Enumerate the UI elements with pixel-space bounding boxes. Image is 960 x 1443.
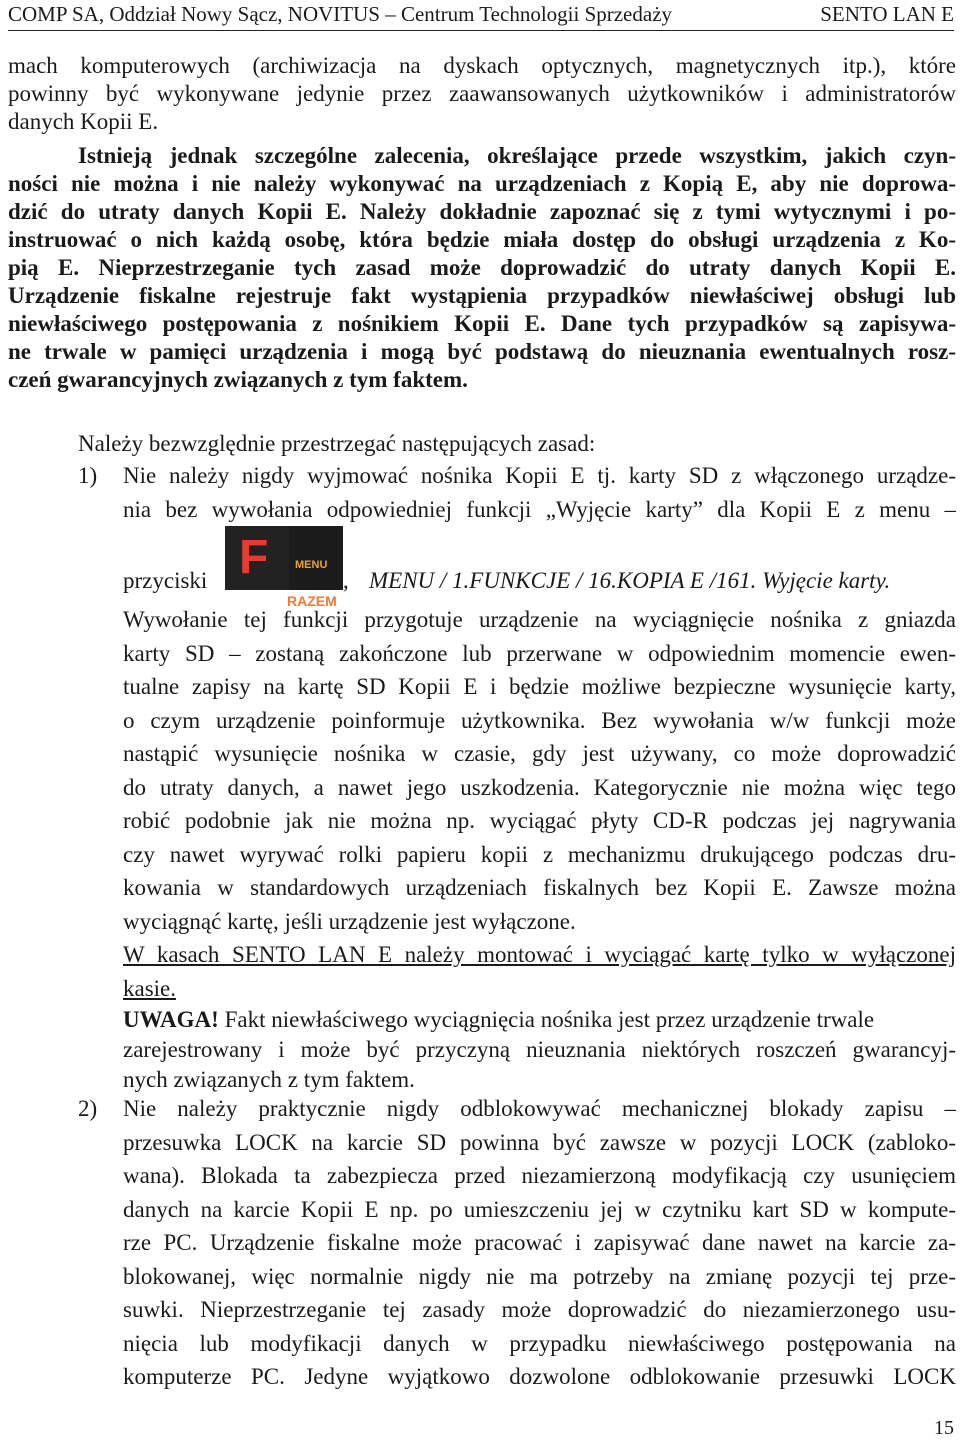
header-left: COMP SA, Oddział Nowy Sącz, NOVITUS – Centrum Technologii Sprzedaży (8, 2, 673, 26)
list-number-1: 1) (78, 463, 98, 488)
przyciski-label: przyciski (123, 568, 208, 593)
paragraph-1 (8, 52, 956, 136)
text-line: danych Kopii E. (8, 109, 159, 134)
text-line: Wywołanie tej funkcji przygotuje urządzenie na wyciągnięcie nośnika z gniazda (123, 607, 956, 632)
list-item-1 (123, 459, 956, 526)
rules-intro: Należy bezwzględnie przestrzegać następujących zasad: (78, 431, 596, 456)
text-line: tualne zapisy na kartę SD Kopii E i będzie możliwe bezpieczne wysunięcie karty, (123, 674, 956, 699)
text-line: czy nawet wyrywać rolki papieru kopii z mechanizmu drukującego podczas dru- (123, 841, 956, 867)
text-line: mach komputerowych (archiwizacja na dyskach optycznych, magnetycznych itp.), które (8, 53, 956, 78)
text-line: przesuwka LOCK na karcie SD powinna być zawsze w pozycji LOCK (zabloko- (123, 1129, 956, 1155)
text-line: nięcia lub modyfikacji danych w przypadku niewłaściwego postępowania na (123, 1330, 956, 1356)
paragraph-2 (8, 142, 956, 394)
text-line: nia bez wywołania odpowiedniej funkcji „Wyjęcie karty” dla Kopii E z menu – (123, 496, 956, 522)
text-line: Nie należy praktycznie nigdy odblokowywać mechanicznej blokady zapisu – (123, 1096, 956, 1121)
list-number-2: 2) (78, 1096, 98, 1121)
header-right: SENTO LAN E (820, 2, 954, 26)
text-line: ności nie można i nie należy wykonywać na urządzeniach z Kopią E, aby nie doprowa- (8, 171, 956, 196)
page-number: 15 (934, 1417, 954, 1439)
key-instruction-line (123, 526, 956, 609)
text-line: Istnieją jednak szczególne zalecenia, określające przede wszystkim, jakich czyn- (78, 143, 956, 168)
text-line: kowania w standardowych urządzeniach fiskalnych bez Kopii E. Zawsze można (123, 875, 956, 900)
text-line: ne trwale w pamięci urządzenia i mogą być podstawą do nieuznania ewentualnych rosz- (8, 339, 956, 364)
warning-label: UWAGA! (123, 1007, 219, 1032)
text-line: karty SD – zostaną zakończone lub przerwane w odpowiednim momencie ewen- (123, 640, 956, 666)
text-line: do utraty danych, a nawet jego uszkodzenia. Kategorycznie nie można więc tego (123, 774, 956, 800)
text-line: suwki. Nieprzestrzeganie tej zasady może doprowadzić do niezamierzonego usu- (123, 1297, 956, 1322)
text-line: niewłaściwego postępowania z nośnikiem Kopii E. Dane tych przypadków są zapisywa- (8, 311, 956, 336)
text-line: powinny być wykonywane jedynie przez zaawansowanych użytkowników i administratorów (8, 81, 956, 106)
text-line: dzić do utraty danych Kopii E. Należy dokładnie zapoznać się z tymi wytycznymi i po- (8, 199, 956, 224)
text-line: komputerze PC. Jedyne wyjątkowo dozwolone odblokowanie przesuwki LOCK (123, 1364, 956, 1389)
text-line: Nie należy nigdy wyjmować nośnika Kopii E tj. karty SD z włączonego urządze- (123, 463, 956, 488)
text-line: rze PC. Urządzenie fiskalne może pracować i zapisywać dane nawet na karcie za- (123, 1230, 956, 1255)
text-line: instruować o nich każdą osobę, która będzie miała dostęp do obsługi urządzenia z Ko- (8, 227, 956, 252)
f-menu-key-icon: F MENU RAZEM (225, 526, 343, 590)
text-line: blokowanej, więc normalnie nigdy nie ma potrzeby na zmianę pozycji tej prze- (123, 1263, 956, 1289)
text-line: czeń gwarancyjnych związanych z tym faktem. (8, 367, 468, 392)
page-header (8, 0, 954, 31)
text-line: danych na karcie Kopii E np. po umieszczeniu jej w czytniku kart SD w kompute- (123, 1196, 956, 1222)
comma: , (343, 568, 349, 593)
text-line: zarejestrowany i może być przyczyną nieuznania niektórych roszczeń gwarancyj- (123, 1037, 956, 1062)
underlined-line: W kasach SENTO LAN E należy montować i wyciągać kartę tylko w wyłączonej (123, 942, 956, 967)
underlined-line: kasie. (123, 975, 177, 1001)
list-item-1-body (123, 603, 956, 1095)
menu-path: MENU / 1.FUNKCJE / 16.KOPIA E /161. Wyjęcie karty. (369, 568, 891, 593)
text-line: wana). Blokada ta zabezpiecza przed niezamierzoną modyfikacją czy usunięciem (123, 1163, 956, 1188)
list-item-2 (123, 1092, 956, 1394)
warning-line: UWAGA! Fakt niewłaściwego wyciągnięcia nośnika jest przez urządzenie trwale (123, 1007, 875, 1032)
text-line: pią E. Nieprzestrzeganie tych zasad może doprowadzić do utraty danych Kopii E. (8, 255, 956, 280)
text-line: nych związanych z tym faktem. (123, 1067, 415, 1092)
text-line: o czym urządzenie poinformuje użytkownika. Bez wywołania w/w funkcji może (123, 707, 956, 733)
text-line: Urządzenie fiskalne rejestruje fakt wystąpienia przypadków niewłaściwej obsługi lub (8, 283, 956, 308)
text-line: wyciągnąć kartę, jeśli urządzenie jest wyłączone. (123, 908, 576, 934)
text-line: nastąpić wysunięcie nośnika w czasie, gdy jest używany, co może doprowadzić (123, 741, 956, 766)
text-line: robić podobnie jak nie można np. wyciągać płyty CD-R podczas jej nagrywania (123, 808, 956, 833)
